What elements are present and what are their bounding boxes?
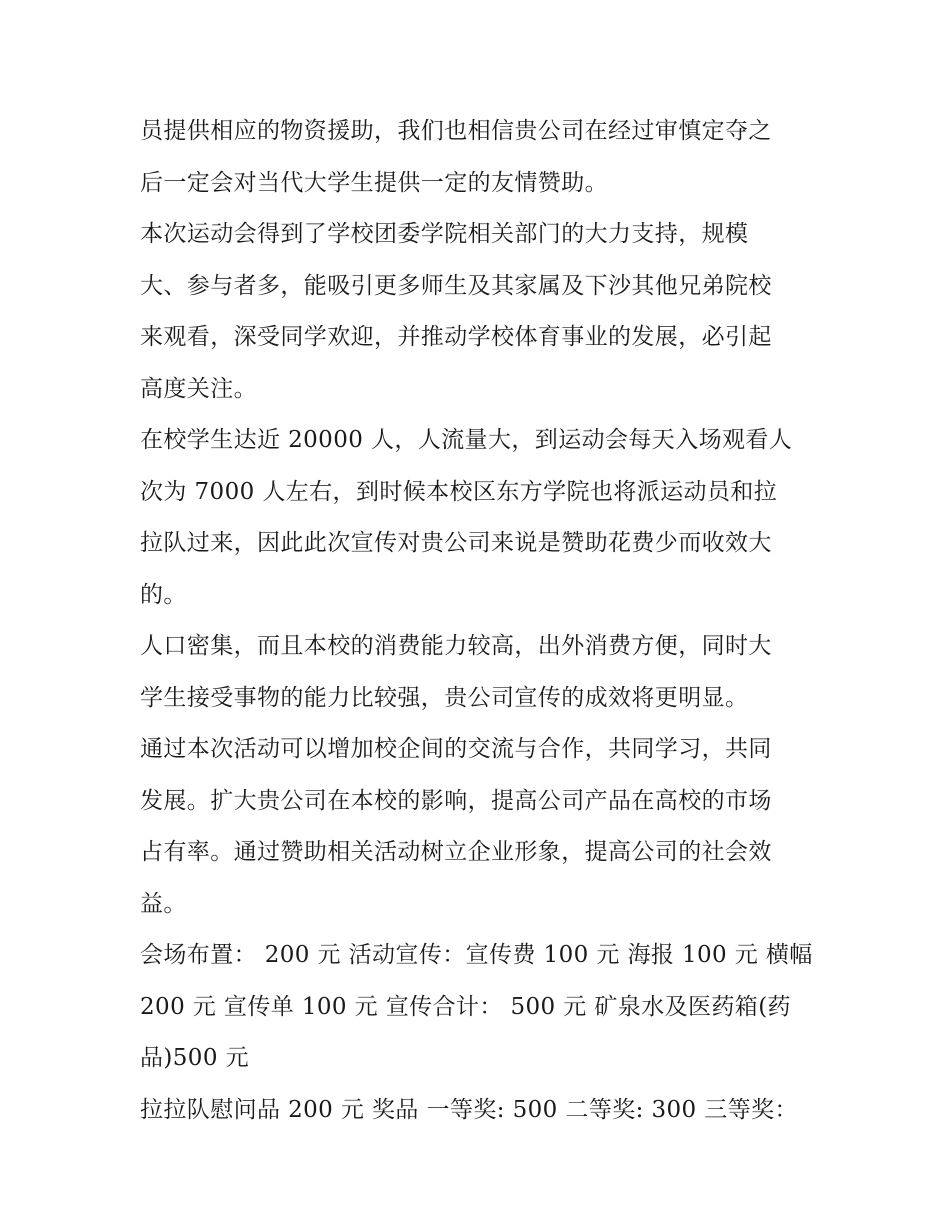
text-line: 的。 — [140, 581, 187, 608]
text-line: 通过本次活动可以增加校企间的交流与合作，共同学习，共同 — [140, 736, 772, 762]
text-line: 益。 — [140, 890, 187, 917]
text-line: 本次运动会得到了学校团委学院相关部门的大力支持，规模 — [140, 221, 749, 247]
text-line: 学生接受事物的能力比较强，贵公司宣传的成效将更明显。 — [140, 684, 749, 711]
body-text — [140, 106, 820, 1136]
text-line: 后一定会对当代大学生提供一定的友情赞助。 — [140, 169, 608, 196]
text-line: 占有率。通过赞助相关活动树立企业形象，提高公司的社会效 — [140, 839, 772, 865]
text-line: 品)500 元 — [140, 1045, 249, 1071]
text-line: 拉队过来，因此此次宣传对贵公司来说是赞助花费少而收效大 — [140, 530, 772, 556]
text-line: 人口密集，而且本校的消费能力较高，出外消费方便，同时大 — [140, 633, 772, 659]
text-line: 员提供相应的物资援助，我们也相信贵公司在经过审慎定夺之 — [140, 118, 772, 144]
text-line: 来观看，深受同学欢迎，并推动学校体育事业的发展，必引起 — [140, 324, 772, 350]
text-line: 在校学生达近 20000 人，人流量大，到运动会每天入场观看人 — [140, 427, 793, 453]
text-line: 高度关注。 — [140, 375, 257, 402]
text-line: 大、参与者多，能吸引更多师生及其家属及下沙其他兄弟院校 — [140, 272, 772, 299]
text-line: 发展。扩大贵公司在本校的影响，提高公司产品在高校的市场 — [140, 787, 772, 814]
text-line: 200 元 宣传单 100 元 宣传合计： 500 元 矿泉水及医药箱(药 — [140, 993, 791, 1020]
text-line: 拉拉队慰问品 200 元 奖品 一等奖: 500 二等奖: 300 三等奖： — [140, 1096, 798, 1123]
text-line: 会场布置： 200 元 活动宣传：宣传费 100 元 海报 100 元 横幅 — [140, 942, 813, 968]
text-line: 次为 7000 人左右，到时候本校区东方学院也将派运动员和拉 — [140, 478, 778, 505]
